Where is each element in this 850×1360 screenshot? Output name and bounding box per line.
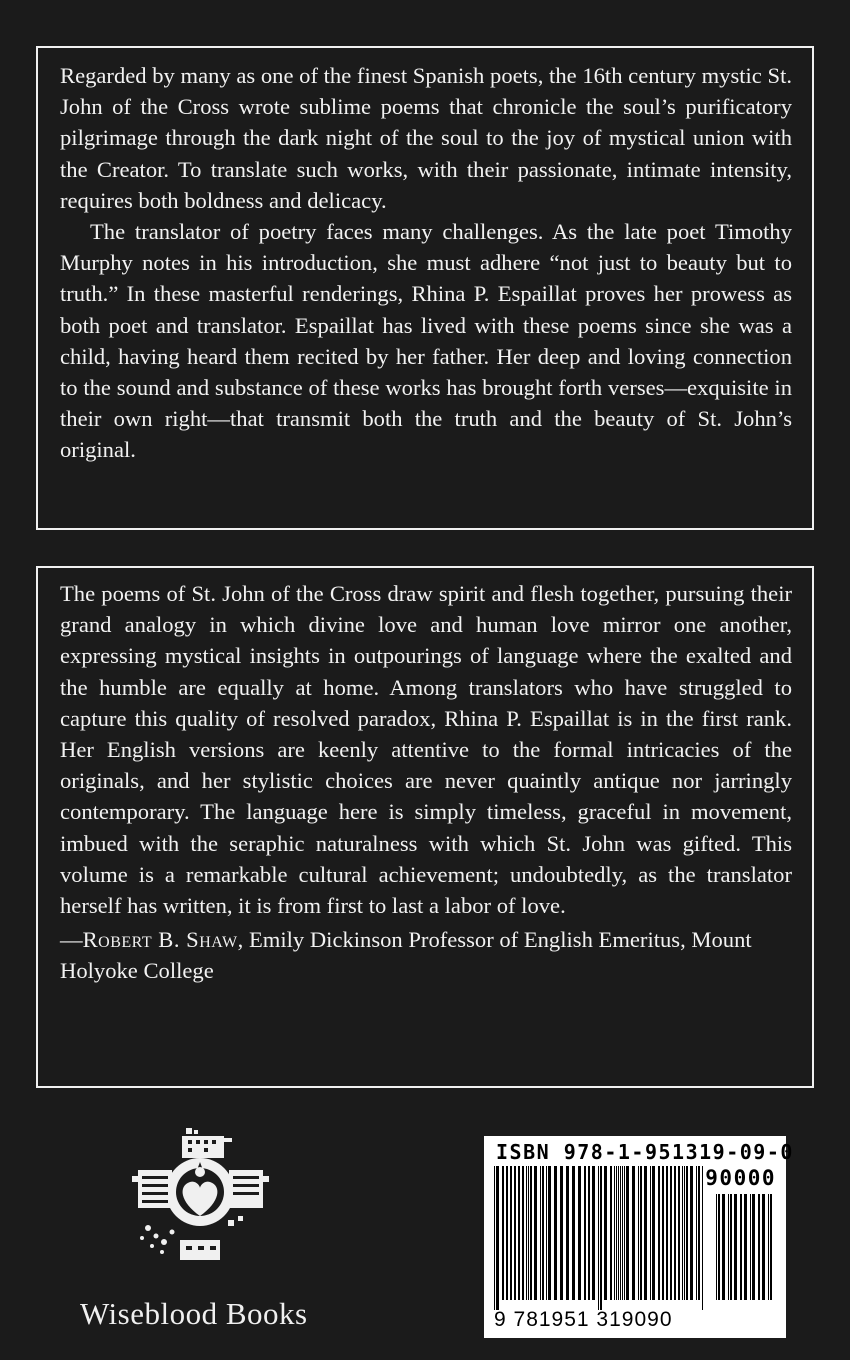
barcode-bar	[616, 1166, 617, 1300]
barcode-bar	[652, 1166, 655, 1300]
barcode-bar	[770, 1194, 772, 1300]
barcode-bar	[554, 1166, 557, 1300]
barcode-bar	[722, 1194, 725, 1300]
barcode-bar	[578, 1166, 581, 1300]
barcode-bar	[650, 1166, 651, 1300]
blurb-paragraph-2: The translator of poetry faces many challenges. As the late poet Timothy Murphy notes in his introduction, she must adhere “not just to beauty but to truth.” In these masterful renderings, Rhina P. Espaillat proves her prowess as both poet and translator. Espaillat has lived with these poems since she was a child, having heard them recited by her father. Her deep and loving connection to the sound and substance of these works has brought forth verses—exquisite in their own right—that transmit both the truth and the beauty of St. John’s original.	[60, 219, 792, 463]
barcode-bar	[702, 1166, 703, 1310]
attribution-author: Robert B. Shaw	[82, 927, 238, 953]
barcode-bar	[522, 1166, 524, 1300]
price-barcode-bars	[714, 1194, 776, 1310]
barcode-bar	[686, 1166, 688, 1300]
barcode-bar	[740, 1194, 742, 1300]
endorsement-attribution	[60, 924, 792, 986]
isbn-text: ISBN 978-1-951319-09-0	[496, 1140, 794, 1164]
barcode-bar	[662, 1166, 664, 1300]
barcode-bar	[730, 1194, 732, 1300]
barcode-bar	[644, 1166, 647, 1300]
barcode-bar	[540, 1166, 541, 1300]
barcode-bar	[548, 1166, 551, 1300]
endorsement-quote: The poems of St. John of the Cross draw spirit and flesh together, pursuing their grand analogy in which divine love and human love mirror one another, expressing mystical insights in outpourings of language where the exalted and the humble are equally at home. Among translators who have struggled to capture this quality of resolved paradox, Rhina P. Espaillat is in the first rank. Her English versions are keenly attentive to the formal intricacies of the originals, and her stylistic choices are never quaintly antique nor jarringly contemporary. The language here is simply timeless, graceful in movement, imbued with the seraphic naturalness with which St. John was gifted. This volume is a remarkable cultural achievement; undoubtedly, as the translator herself has written, it is from first to last a labor of love.	[60, 581, 792, 919]
barcode-bar	[494, 1166, 495, 1310]
barcode-bar	[744, 1194, 747, 1300]
barcode-bar	[496, 1166, 499, 1310]
barcode-bar	[604, 1166, 607, 1300]
barcode-bar	[678, 1166, 680, 1300]
barcode-bar	[560, 1166, 563, 1300]
barcode-bar	[502, 1166, 504, 1300]
barcode-bar	[506, 1166, 508, 1300]
barcode-bar	[618, 1166, 619, 1300]
barcode-bar	[528, 1166, 529, 1300]
barcode-bar	[698, 1166, 700, 1300]
blurb-box	[36, 46, 814, 530]
barcode-bar	[666, 1166, 668, 1300]
barcode-bar	[588, 1166, 590, 1300]
barcode-bar	[546, 1166, 547, 1300]
barcode-bar	[622, 1166, 623, 1300]
ean-barcode-bars	[492, 1166, 708, 1310]
barcode-bar	[600, 1166, 602, 1310]
barcode-bar	[718, 1194, 720, 1300]
barcode-bar	[572, 1166, 575, 1300]
barcode-bar	[584, 1166, 586, 1300]
barcode-bar	[670, 1166, 672, 1300]
barcode-bar	[542, 1166, 544, 1300]
barcode-bar	[762, 1194, 765, 1300]
barcode-bar	[638, 1166, 639, 1300]
attribution-affiliation: , Emily Dickinson Professor of English Emeritus, Mount Holyoke College	[60, 927, 752, 984]
publisher-logo-icon	[128, 1128, 273, 1268]
barcode-bar	[614, 1166, 615, 1300]
barcode-bar	[734, 1194, 737, 1300]
blurb-paragraph-1: Regarded by many as one of the finest Spanish poets, the 16th century mystic St. John of the Cross wrote sublime poems that chronicle the soul’s purificatory pilgrimage through the dark night of the soul to the joy of mystical union with the Creator. To translate such works, with their passionate, intimate intensity, requires both boldness and delicacy.	[60, 63, 792, 213]
price-code: 90000	[705, 1166, 776, 1190]
barcode-bar	[526, 1166, 527, 1300]
barcode-bar	[728, 1194, 729, 1300]
barcode-bar	[674, 1166, 676, 1300]
barcode-bar	[716, 1194, 717, 1300]
barcode-bar	[530, 1166, 532, 1300]
barcode-bar	[690, 1166, 693, 1300]
barcode-bar	[684, 1166, 685, 1300]
barcode-bar	[592, 1166, 595, 1300]
barcode-bar	[750, 1194, 751, 1300]
barcode-bar	[624, 1166, 625, 1300]
barcode-bar	[626, 1166, 629, 1300]
barcode-bar	[696, 1166, 697, 1300]
barcode-bar	[518, 1166, 520, 1300]
barcode-bar	[682, 1166, 683, 1300]
endorsement-box	[36, 566, 814, 1088]
barcode-bar	[566, 1166, 569, 1300]
barcode-bar	[598, 1166, 599, 1310]
barcode-bar	[758, 1194, 760, 1300]
barcode-bar	[534, 1166, 537, 1300]
barcode-bar	[510, 1166, 512, 1300]
barcode-bar	[514, 1166, 516, 1300]
ean-digits: 9 781951 319090	[494, 1308, 673, 1331]
attribution-dash: —	[60, 927, 83, 953]
barcode-bar	[658, 1166, 660, 1300]
barcode-bar	[610, 1166, 612, 1300]
barcode-bar	[640, 1166, 642, 1300]
isbn-barcode	[484, 1136, 794, 1338]
publisher-name: Wiseblood Books	[80, 1296, 308, 1331]
barcode-bar	[768, 1194, 769, 1300]
barcode-bar	[632, 1166, 635, 1300]
barcode-bar	[620, 1166, 621, 1300]
barcode-bar	[752, 1194, 755, 1300]
